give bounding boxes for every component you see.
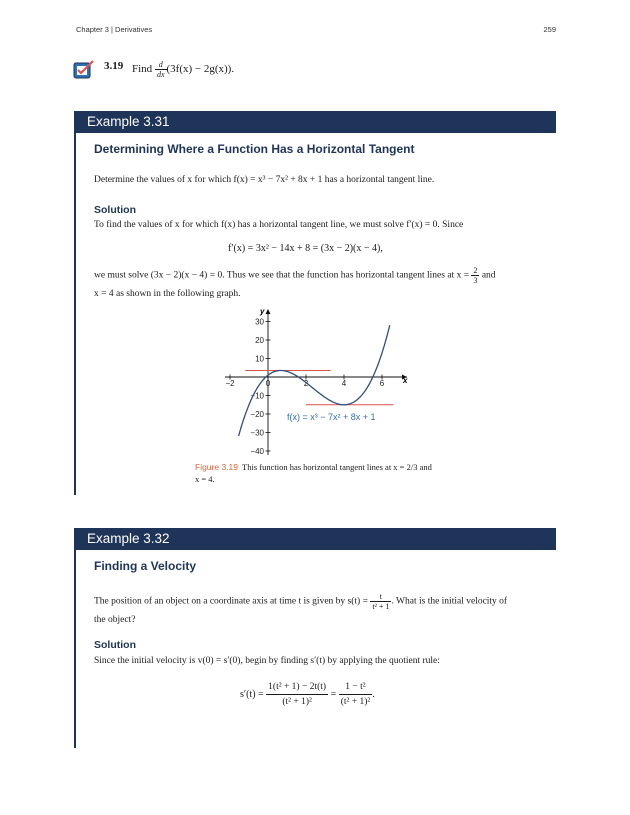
example-3-32-solution-label: Solution [94,639,136,651]
solution-line-2-suffix: and [481,270,496,281]
fraction-denominator: 3 [473,276,478,285]
example-3-32-header: Example 3.32 [74,528,556,550]
y-tick-label: −10 [250,391,264,401]
example-3-31-border [74,133,76,495]
quotient-denominator-1: (t² + 1)² [282,697,312,707]
quotient-denominator-2: (t² + 1)² [340,697,371,707]
quotient-numerator-2: 1 − t² [339,680,373,695]
function-label: f(x) = x³ − 7x² + 8x + 1 [287,412,376,422]
solution-line-2-prefix: we must solve (3x − 2)(x − 4) = 0. Thus we see that the function has horizontal tangent lines at x = [94,270,470,281]
fraction-numerator: 2 [473,266,478,275]
checkpoint-expression: (3f(x) − 2g(x)). [166,63,235,76]
example-3-32-border [74,550,76,748]
graph-ticks [225,318,384,457]
example-3-32-solution-line-1: Since the initial velocity is v(0) = s′(0), begin by finding s′(t) by applying the quotient rule: [94,656,440,666]
equation-lhs: s′(t) = [240,688,264,700]
x-tick-label: 4 [341,379,347,388]
position-numerator: t [370,592,391,602]
position-fraction [370,592,391,611]
problem-line-2: the object? [94,615,136,625]
derivative-equation: f′(x) = 3x² − 14x + 8 = (3x − 2)(x − 4), [228,243,383,254]
example-3-31-solution-label: Solution [94,204,136,216]
function-graph [215,305,415,460]
find-label: Find [132,63,153,76]
x-tick-label: 2 [303,379,309,388]
figure-caption-text: This function has horizontal tangent lines at x = 2/3 and x = 4. [195,462,432,484]
x-tick-label: −2 [225,379,235,388]
quotient-fraction-1 [266,680,328,709]
axis-arrowheads [266,309,408,380]
equation-equals: = [330,688,337,700]
quotient-fraction-2 [339,680,373,709]
y-tick-label: 30 [255,317,264,327]
derivative-operator [155,60,167,79]
derivative-numerator: d [155,60,167,70]
problem-suffix: . What is the initial velocity of [391,596,508,607]
x-tick-label: 6 [379,379,385,388]
example-3-32-title: Finding a Velocity [94,559,197,573]
derivative-denominator: dx [156,70,165,79]
checkpoint-icon [73,60,95,80]
example-3-31-header: Example 3.31 [74,111,556,133]
checkpoint-number: 3.19 [104,60,124,72]
page-number: 259 [543,25,556,34]
y-tick-label: −40 [250,447,264,456]
problem-prefix: The position of an object on a coordinate axis at time t is given by s(t) = [94,596,368,607]
x-axis-label: x [403,376,408,385]
two-thirds-fraction [471,266,479,285]
y-tick-label: −30 [250,428,264,438]
y-tick-label: 20 [255,336,264,345]
figure-label: Figure 3.19 [195,462,238,472]
x-tick-label: 0 [265,379,271,388]
solution-line-3: x = 4 as shown in the following graph. [94,289,241,299]
solution-line-1: To find the values of x for which f(x) has a horizontal tangent line, we must solve f′(x) = 0. Since [94,220,464,230]
figure-caption [195,461,435,485]
example-3-31-problem: Determine the values of x for which f(x) = x³ − 7x² + 8x + 1 has a horizontal tangent line. [94,175,435,185]
quotient-numerator-1: 1(t² + 1) − 2t(t) [266,680,328,695]
y-axis-label: y [260,307,265,316]
y-tick-label: 10 [255,354,264,364]
solution-line-2 [94,266,496,285]
equation-end: . [372,688,375,700]
example-3-32-problem [94,592,507,611]
checkpoint-text [132,60,234,79]
example-3-31-title: Determining Where a Function Has a Horizontal Tangent [94,142,415,156]
y-tick-label: −20 [250,410,264,419]
quotient-rule-equation [240,680,375,709]
running-header: Chapter 3 | Derivatives [76,25,153,34]
position-denominator: t² + 1 [372,602,390,611]
